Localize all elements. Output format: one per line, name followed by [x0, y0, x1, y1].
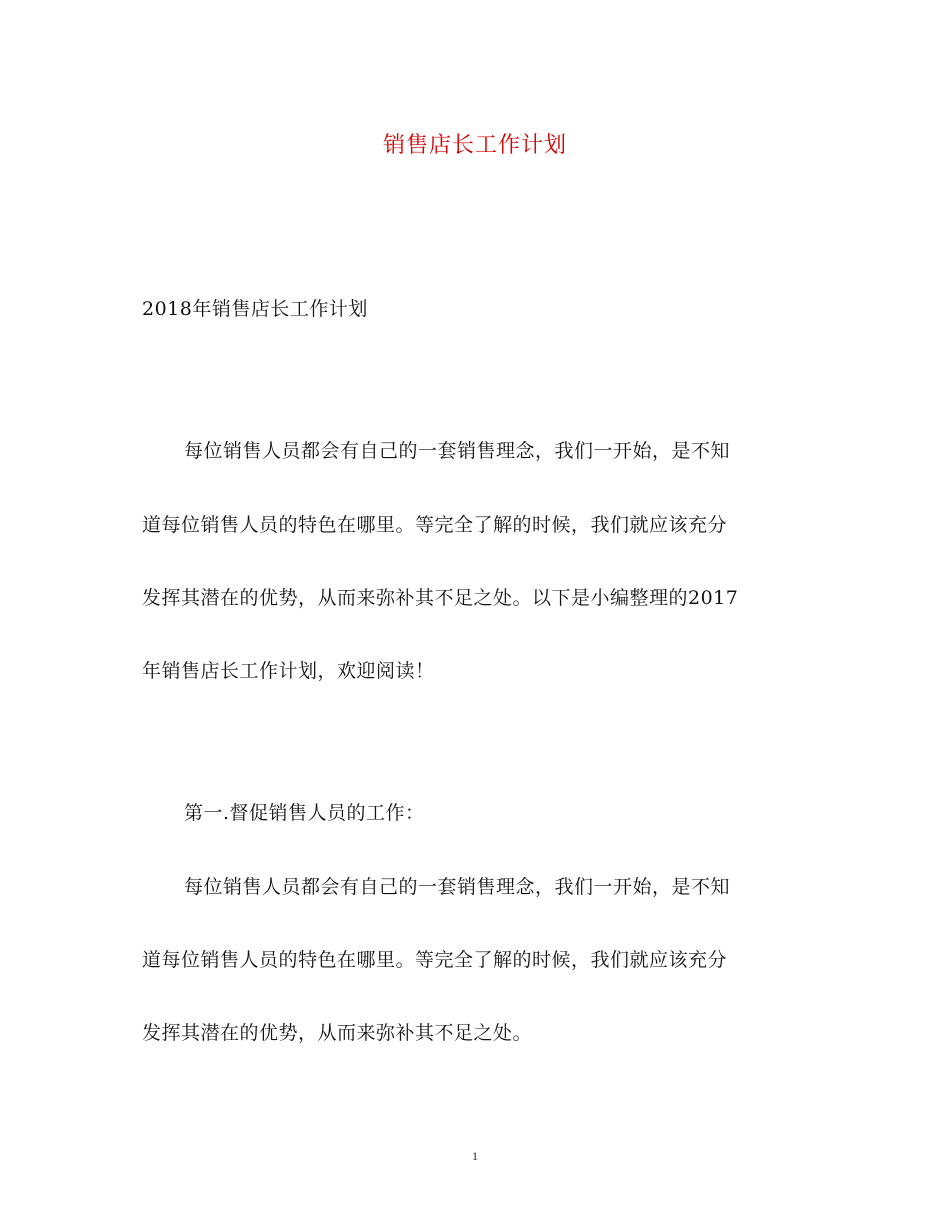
section-line: 每位销售人员都会有自己的一套销售理念，我们一开始，是不知 [184, 876, 731, 898]
intro-line: 道每位销售人员的特色在哪里。等完全了解的时候，我们就应该充分 [142, 514, 728, 536]
intro-line: 发挥其潜在的优势，从而来弥补其不足之处。以下是小编整理的2017 [142, 587, 739, 609]
section-line: 道每位销售人员的特色在哪里。等完全了解的时候，我们就应该充分 [142, 949, 728, 971]
document-title: 销售店长工作计划 [382, 133, 567, 158]
intro-line: 每位销售人员都会有自己的一套销售理念，我们一开始，是不知 [184, 440, 731, 462]
page-number: 1 [472, 1149, 478, 1163]
intro-line: 年销售店长工作计划，欢迎阅读！ [142, 660, 435, 682]
section-line: 发挥其潜在的优势，从而来弥补其不足之处。 [142, 1022, 533, 1044]
section-heading: 第一.督促销售人员的工作： [184, 802, 425, 824]
document-subtitle: 2018年销售店长工作计划 [142, 298, 368, 320]
